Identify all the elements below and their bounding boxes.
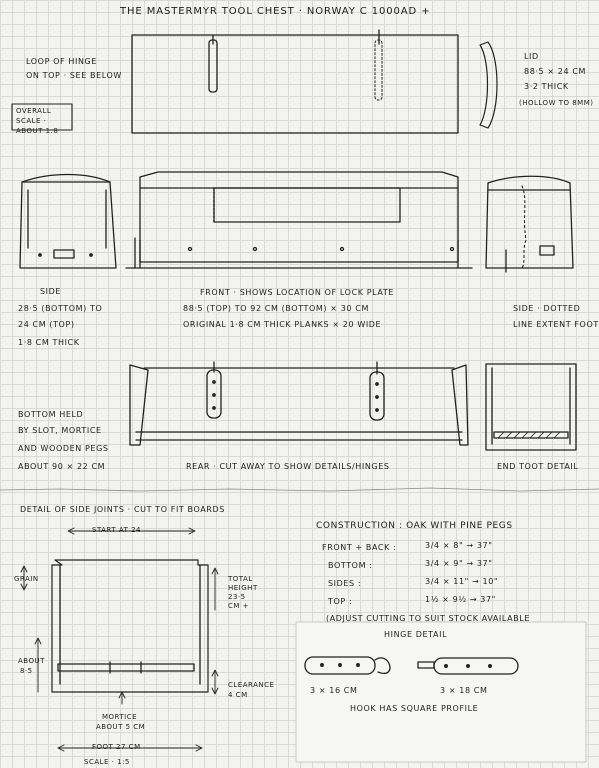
- side-label: SIDE: [40, 287, 62, 296]
- hinge-detail-title: HINGE DETAIL: [384, 630, 448, 639]
- joint-scale: SCALE · 1:5: [84, 758, 130, 766]
- side-view-right: [486, 176, 573, 272]
- grain-label: GRAIN: [14, 575, 39, 583]
- mortice-value: ABOUT 5 CM: [96, 723, 146, 731]
- bottom-note-4: ABOUT 90 × 22 CM: [18, 462, 106, 471]
- hinge-right-size: 3 × 18 CM: [440, 686, 488, 695]
- about-value: 8·5: [20, 667, 33, 675]
- start-dimension: START AT 24: [92, 526, 141, 534]
- construction-part: TOP :: [328, 597, 353, 606]
- side-top-size: 24 CM (TOP): [18, 320, 75, 329]
- side-thickness: 1·8 CM THICK: [18, 338, 80, 347]
- front-planks: ORIGINAL 1·8 CM THICK PLANKS × 20 WIDE: [183, 320, 382, 329]
- side-joints-header: DETAIL OF SIDE JOINTS · CUT TO FIT BOARDS: [20, 505, 225, 514]
- lid-label: LID: [524, 52, 539, 61]
- total-height-2: HEIGHT: [228, 584, 258, 592]
- front-dimensions: 88·5 (TOP) TO 92 CM (BOTTOM) × 30 CM: [183, 304, 369, 313]
- hinge-note: HOOK HAS SQUARE PROFILE: [350, 704, 479, 713]
- about-label: ABOUT: [18, 657, 45, 665]
- construction-part: FRONT + BACK :: [322, 543, 397, 552]
- foot-dimension: FOOT 27 CM: [92, 743, 141, 751]
- side-view-left: [20, 175, 135, 269]
- lid-top-view: [132, 30, 458, 133]
- construction-part: BOTTOM :: [328, 561, 373, 570]
- construction-header: CONSTRUCTION : OAK WITH PINE PEGS: [316, 521, 513, 531]
- front-caption: FRONT · SHOWS LOCATION OF LOCK PLATE: [200, 288, 394, 297]
- construction-spec: 3/4 × 9" → 37": [425, 559, 493, 568]
- side-dotted-label: SIDE · DOTTED: [513, 304, 581, 313]
- construction-spec: 1½ × 9½ → 37": [425, 595, 496, 604]
- front-view: [126, 172, 472, 268]
- mortice-label: MORTICE: [102, 713, 138, 721]
- page-title: THE MASTERMYR TOOL CHEST · NORWAY C 1000AD +: [120, 6, 431, 17]
- total-height-1: TOTAL: [228, 575, 253, 583]
- paper-join-line: [0, 488, 599, 491]
- end-toot-detail: [486, 364, 576, 450]
- side-bottom-size: 28·5 (BOTTOM) TO: [18, 304, 103, 313]
- bottom-note-3: AND WOODEN PEGS: [18, 444, 109, 453]
- construction-adjust-note: (ADJUST CUTTING TO SUIT STOCK AVAILABLE: [326, 614, 530, 623]
- overall-scale-label: OVERALL SCALE · ABOUT 1:8: [16, 107, 59, 135]
- bottom-note-2: BY SLOT, MORTICE: [18, 426, 102, 435]
- total-height-4: CM +: [228, 602, 250, 610]
- clearance-value: 4 CM: [228, 691, 248, 699]
- hinge-left-size: 3 × 16 CM: [310, 686, 358, 695]
- side-dotted-note: LINE EXTENT FOOT: [513, 320, 599, 329]
- rear-cutaway-view: [130, 362, 468, 445]
- loop-note-line-2: ON TOP · SEE BELOW: [26, 71, 122, 80]
- construction-spec: 3/4 × 8" → 37": [425, 541, 493, 550]
- clearance-label: CLEARANCE: [228, 681, 275, 689]
- lid-section: [480, 42, 497, 128]
- construction-part: SIDES :: [328, 579, 362, 588]
- end-detail-caption: END TOOT DETAIL: [497, 462, 579, 471]
- rear-caption: REAR · CUT AWAY TO SHOW DETAILS/HINGES: [186, 462, 390, 471]
- lid-size: 88·5 × 24 CM: [524, 67, 587, 76]
- lid-hollow-note: (HOLLOW TO 8MM): [519, 99, 594, 107]
- construction-spec: 3/4 × 11" → 10": [425, 577, 499, 586]
- loop-note-line-1: LOOP OF HINGE: [26, 57, 97, 66]
- lid-thickness: 3·2 THICK: [524, 82, 569, 91]
- bottom-note-1: BOTTOM HELD: [18, 410, 84, 419]
- total-height-3: 23·5: [228, 593, 246, 601]
